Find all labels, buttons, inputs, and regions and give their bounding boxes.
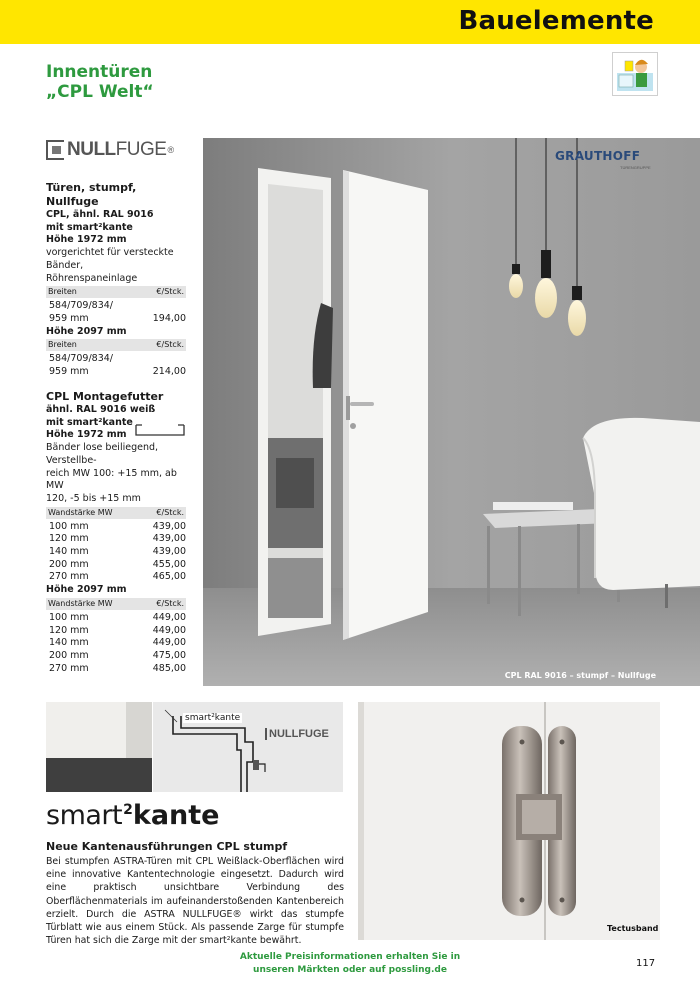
product-title: Türen, stumpf, Nullfuge (46, 181, 137, 208)
table-cell: 959 mm (49, 366, 89, 378)
product-desc: Röhrenspaneinlage (46, 272, 138, 284)
table-cell: 959 mm (49, 312, 89, 324)
price: 194,00 (152, 312, 186, 324)
title-line-1: Innentüren (46, 62, 153, 82)
column-header: Wandstärke MW (48, 507, 113, 517)
table-cell: 120 mm (49, 533, 89, 545)
diagram-logo: NULLFUGE (265, 728, 329, 740)
edge-detail-photo (46, 702, 152, 792)
product-spec: mit smart²kante (46, 221, 133, 233)
table-header (46, 339, 186, 351)
price: 449,00 (152, 611, 186, 623)
product-desc: 120, -5 bis +15 mm (46, 492, 141, 504)
price: 475,00 (152, 649, 186, 661)
table-row (46, 313, 186, 326)
table-row (46, 546, 186, 559)
title-line-2: „CPL Welt“ (46, 82, 154, 102)
product-desc: reich MW 100: +15 mm, ab MW (46, 467, 177, 492)
nullfuge-logo (46, 138, 174, 162)
smartkante-diagram (153, 702, 343, 792)
table-row (46, 521, 186, 534)
category-title: Bauelemente (458, 6, 654, 36)
table-cell: 270 mm (49, 571, 89, 583)
logo-part: smart (46, 800, 123, 831)
price: 449,00 (152, 624, 186, 636)
column-header: Breiten (48, 340, 77, 350)
footer-line: unseren Märkten oder auf possling.de (253, 965, 447, 975)
column-header: €/Stck. (156, 287, 184, 297)
table-header (46, 286, 186, 298)
section-heading: Neue Kantenausführungen CPL stumpf (46, 840, 288, 853)
price: 439,00 (152, 546, 186, 558)
hinge-caption: Tectusband (607, 924, 659, 933)
grauthoff-subline: TÜRENGRUPPE (620, 165, 651, 170)
table-row (46, 625, 186, 638)
table-cell: 100 mm (49, 520, 89, 532)
product-frame (46, 390, 186, 675)
grauthoff-logo: GRAUTHOFF (555, 149, 641, 163)
nullfuge-mark-icon (46, 140, 64, 160)
price: 449,00 (152, 637, 186, 649)
price: 214,00 (152, 366, 186, 378)
room-photo (203, 138, 700, 686)
logo-text-bold: NULL (67, 139, 116, 160)
table-cell: 140 mm (49, 546, 89, 558)
footer-note (200, 951, 500, 977)
column-header: Wandstärke MW (48, 598, 113, 608)
price: 439,00 (152, 520, 186, 532)
smartkante-logo (46, 800, 219, 836)
page-title (46, 62, 154, 102)
diagram-label: smart²kante (185, 713, 241, 723)
frame-profile-icon (134, 421, 186, 441)
table-cell: 120 mm (49, 624, 89, 636)
table-row (46, 663, 186, 676)
table-cell: 270 mm (49, 662, 89, 674)
product-doors (46, 181, 186, 379)
product-height: Höhe 1972 mm (46, 429, 186, 442)
column-header: Breiten (48, 287, 77, 297)
column-header: €/Stck. (156, 598, 184, 608)
product-title: CPL Montagefutter (46, 390, 164, 403)
product-spec: CPL, ähnl. RAL 9016 (46, 209, 154, 220)
table-row (46, 366, 186, 379)
table-row (46, 533, 186, 546)
hinge-photo (358, 702, 660, 940)
logo-part: kante (132, 800, 220, 831)
price: 439,00 (152, 533, 186, 545)
column-header: €/Stck. (156, 340, 184, 350)
logo-sup: 2 (123, 802, 133, 818)
photo-caption: CPL RAL 9016 – stumpf – Nullfuge (504, 671, 656, 680)
product-desc: vorgerichtet für versteckte Bänder, (46, 247, 174, 271)
price: 455,00 (152, 558, 186, 570)
table-cell: 200 mm (49, 649, 89, 661)
product-desc: Bänder lose beiliegend, Verstellbe- (46, 442, 159, 466)
price: 465,00 (152, 571, 186, 583)
table-header (46, 507, 186, 519)
category-banner (0, 0, 700, 44)
table-cell: 584/709/834/ (49, 300, 113, 312)
footer-line: Aktuelle Preisinformationen erhalten Sie in (239, 952, 461, 962)
table-row (46, 637, 186, 650)
table-row (46, 559, 186, 572)
table-cell: 140 mm (49, 637, 89, 649)
table-cell: 200 mm (49, 558, 89, 570)
product-spec: ähnl. RAL 9016 weiß (46, 404, 156, 415)
section-body: Bei stumpfen ASTRA-Türen mit CPL Weißlack-Oberflächen wird eine innovative Kantentechnologie eingesetzt. Dadurch wird eine praktisch unsichtbare Verbindung des Oberflächenmaterials im aufeinanderstoßenden Kantenbereich erzielt. Durch die ASTRA NULLFUGE® wirkt das stumpfe Türblatt wie aus einem Stück. Als passende Zarge für stumpfe Türen hat sich die Zarge mit der smart²kante bewährt. (46, 856, 344, 947)
registered-mark: ® (167, 145, 175, 155)
table-row (46, 571, 186, 584)
product-height: Höhe 2097 mm (46, 325, 127, 337)
table-row (46, 650, 186, 663)
table-header (46, 598, 186, 610)
table-row (46, 612, 186, 625)
logo-text-light: FUGE (115, 139, 167, 160)
product-spec: mit smart²kante (46, 416, 133, 428)
table-cell: 584/709/834/ (49, 353, 113, 365)
product-height: Höhe 1972 mm (46, 234, 127, 246)
mascot-illustration (612, 52, 658, 96)
table-cell: 100 mm (49, 611, 89, 623)
price: 485,00 (152, 662, 186, 674)
page-number: 117 (636, 958, 656, 969)
product-height: Höhe 2097 mm (46, 584, 127, 596)
column-header: €/Stck. (156, 507, 184, 517)
